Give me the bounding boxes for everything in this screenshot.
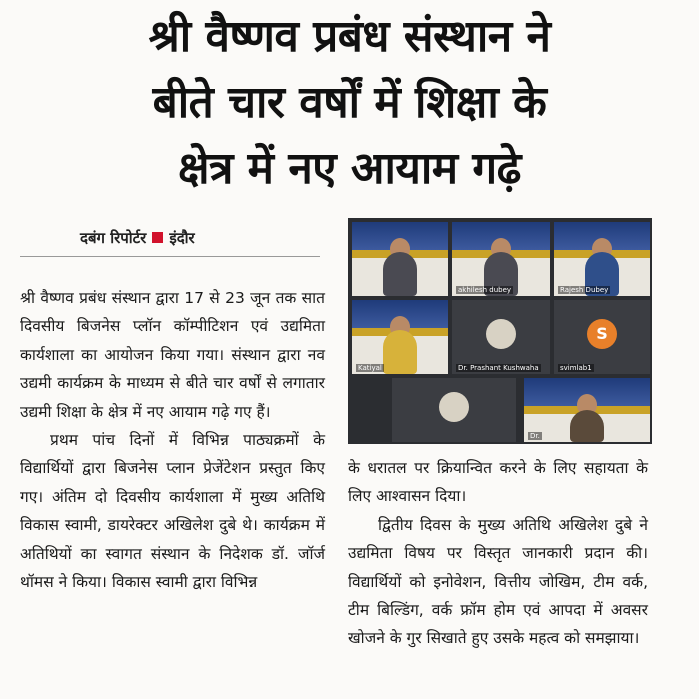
participant-name: Dr. xyxy=(530,432,540,440)
video-tile xyxy=(554,300,650,374)
article-paragraph: द्वितीय दिवस के मुख्य अतिथि अखिलेश दुबे ने उद्यमिता विषय पर विस्तृत जानकारी प्रदान की। विद्यार्थियों को इनोवेशन, वित्तीय जोखिम, टीम वर्क, टीम बिल्डिंग, वर्क फ्रॉम होम एवं आपदा में अवसर खोजने के गुर सिखाते हुए उसके महत्व को समझाया। xyxy=(348,515,648,648)
participant-name: Rajesh Dubey xyxy=(560,286,609,294)
video-tile xyxy=(392,378,516,442)
participant-name: akhilesh dubey xyxy=(458,286,512,294)
video-tile xyxy=(554,222,650,296)
headline-line-2: बीते चार वर्षों में शिक्षा के xyxy=(152,77,547,128)
article-paragraph: के धरातल पर क्रियान्वित करने के लिए सहायता के लिए आश्वासन दिया। xyxy=(348,459,648,506)
video-tile xyxy=(352,300,448,374)
byline-reporter: दबंग रिपोर्टर xyxy=(80,229,147,247)
video-conference-photo xyxy=(348,218,652,444)
byline-city: इंदौर xyxy=(169,229,195,247)
headline xyxy=(0,4,699,202)
participant-name: Katiyal xyxy=(358,364,382,372)
article-right-column xyxy=(348,454,648,653)
article-paragraph: प्रथम पांच दिनों में विभिन्न पाठ्यक्रमों के विद्यार्थियों द्वारा बिजनेस प्लान प्रेजेंटेशन प्रस्तुत किए गए। अंतिम दो दिवसीय कार्यशाला में मुख्य अतिथि विकास स्वामी, डायरेक्टर अखिलेश दुबे थे। कार्यक्रम में अतिथियों का स्वागत संस्थान के निदेशक डॉ. जॉर्ज थॉमस ने किया। विकास स्वामी द्वारा विभिन्न xyxy=(20,431,325,592)
video-tile xyxy=(452,222,550,296)
byline-divider xyxy=(20,256,320,257)
article-left-column xyxy=(20,284,325,596)
avatar xyxy=(486,319,516,349)
video-tile xyxy=(352,222,448,296)
byline xyxy=(80,228,195,248)
article-paragraph: श्री वैष्णव प्रबंध संस्थान द्वारा 17 से 23 जून तक सात दिवसीय बिजनेस प्लॉन कॉम्पीटिशन एवं उद्यमिता कार्यशाला का आयोजन किया गया। संस्थान द्वारा नव उद्यमी कार्यक्रम के माध्यम से बीते चार वर्षों से लगातार उद्यमी शिक्षा के क्षेत्र में नए आयाम गढ़े गए हैं। xyxy=(20,289,325,421)
video-tile xyxy=(452,300,550,374)
participant-name: svimlab1 xyxy=(560,364,592,372)
avatar xyxy=(439,392,469,422)
red-square-icon xyxy=(152,232,163,243)
headline-line-3: क्षेत्र में नए आयाम गढ़े xyxy=(178,143,521,194)
video-tile xyxy=(524,378,650,442)
avatar: S xyxy=(587,319,617,349)
participant-name: Dr. Prashant Kushwaha xyxy=(458,364,539,372)
headline-line-1: श्री वैष्णव प्रबंध संस्थान ने xyxy=(148,11,551,62)
